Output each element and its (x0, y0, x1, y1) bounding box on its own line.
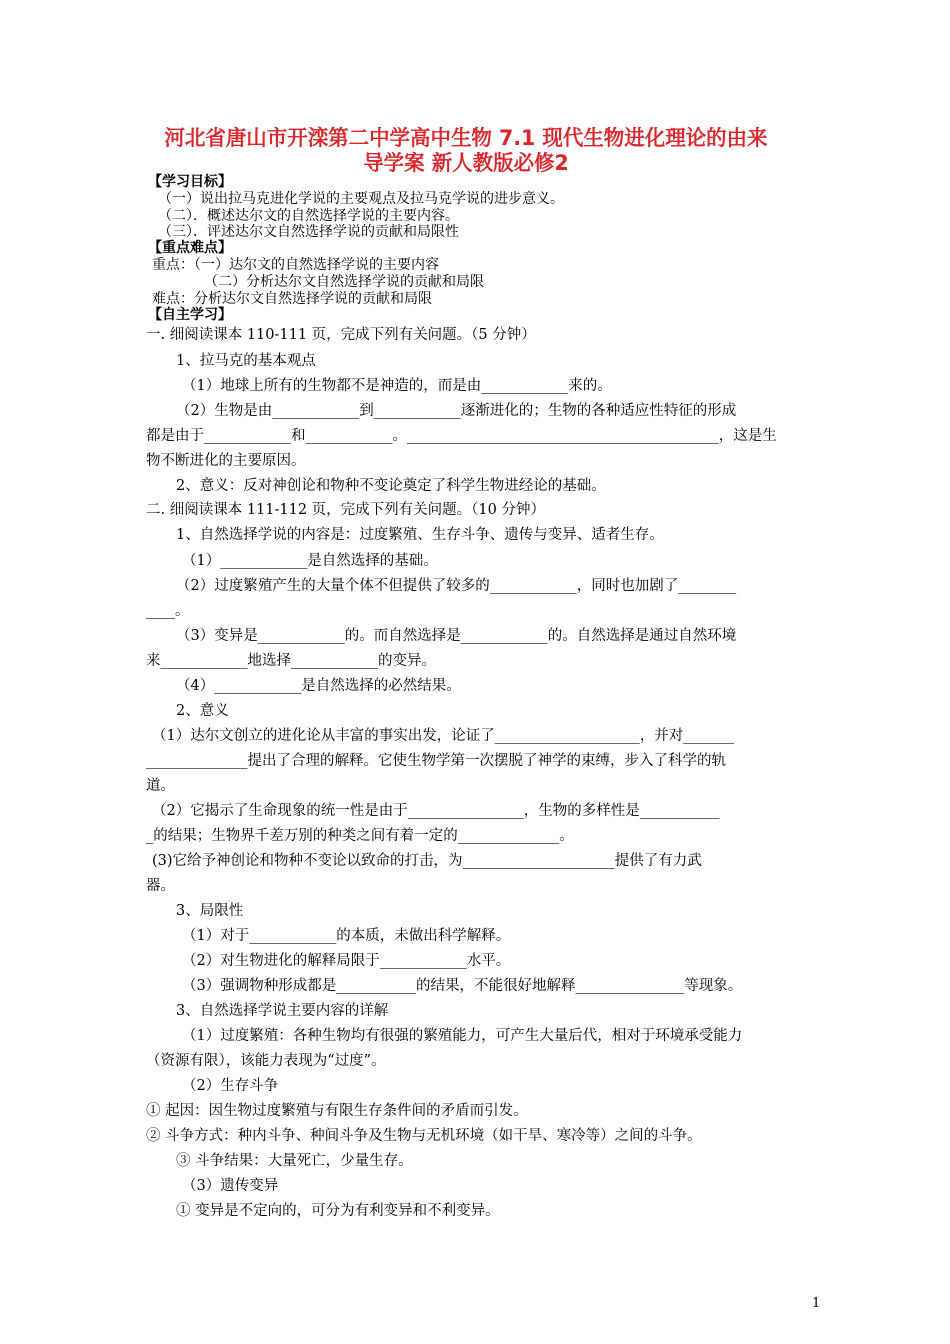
study-line: 道。 (146, 778, 175, 794)
study-line: （2）生物是由____________到____________逐渐进化的；生物的各种适应性特征的形成 (176, 403, 737, 419)
study-line: （1）____________是自然选择的基础。 (182, 553, 438, 569)
keypoint-line: 重点：（一）达尔文的自然选择学说的主要内容 (152, 257, 439, 273)
study-line: 一. 细阅读课本 110-111 页，完成下列有关问题。（5 分钟） (146, 327, 536, 343)
study-line: 物不断进化的主要原因。 (146, 453, 306, 469)
study-line: ① 变异是不定向的，可分为有利变异和不利变异。 (176, 1203, 500, 1219)
study-line: （2）过度繁殖产生的大量个体不但提供了较多的____________，同时也加剧了________ (176, 578, 737, 594)
study-line: 器。 (146, 878, 175, 894)
study-line: （1）对于____________的本质，未做出科学解释。 (182, 928, 511, 944)
page-number: 1 (812, 1296, 821, 1311)
study-line: ③ 斗争结果：大量死亡，少量生存。 (176, 1153, 413, 1169)
study-line: （2）对生物进化的解释局限于____________水平。 (182, 953, 511, 969)
study-line: (3)它给予神创论和物种不变论以致命的打击，为_____________________提供了有力武 (152, 853, 702, 869)
goal-item: （三）．评述达尔文自然选择学说的贡献和局限性 (158, 224, 459, 240)
study-line: 3、局限性 (176, 903, 244, 919)
study-line: _的结果；生物界千差万别的种类之间有着一定的______________。 (146, 828, 574, 844)
keypoints-heading: 【重点难点】 (148, 240, 232, 256)
study-line: ① 起因：因生物过度繁殖与有限生存条件间的矛盾而引发。 (146, 1103, 528, 1119)
study-line: ______________提出了合理的解释。它使生物学第一次摆脱了神学的束缚，步入了科学的轨 (146, 753, 726, 769)
study-line: （1）达尔文创立的进化论从丰富的事实出发，论证了____________________，并对_______ (152, 728, 734, 744)
goals-heading: 【学习目标】 (148, 174, 232, 190)
study-line: （3）强调物种形成都是___________的结果，不能很好地解释_______________等现象。 (182, 978, 743, 994)
study-line: ② 斗争方式：种内斗争、种间斗争及生物与无机环境（如干旱、寒冷等）之间的斗争。 (146, 1128, 702, 1144)
keypoint-line: 难点：分析达尔文自然选择学说的贡献和局限 (152, 291, 432, 307)
goal-item: （二）．概述达尔文的自然选择学说的主要内容。 (158, 208, 459, 224)
study-line: 2、意义 (176, 703, 229, 719)
self-study-heading: 【自主学习】 (148, 307, 232, 323)
study-line: 3、自然选择学说主要内容的详解 (176, 1003, 389, 1019)
study-line: 都是由于____________和____________。___________________________________________，这是生 (146, 428, 777, 444)
study-line: 1、拉马克的基本观点 (176, 353, 316, 369)
study-line: ____。 (146, 603, 190, 619)
keypoint-line: （二）分析达尔文自然选择学说的贡献和局限 (204, 274, 484, 290)
study-line: 2、意义：反对神创论和物种不变论奠定了科学生物进经论的基础。 (176, 478, 606, 494)
study-line: （2）它揭示了生命现象的统一性是由于________________，生物的多样性是___________ (152, 803, 720, 819)
study-line: （1）过度繁殖：各种生物均有很强的繁殖能力，可产生大量后代，相对于环境承受能力 (182, 1028, 743, 1044)
study-line: 来____________地选择____________的变异。 (146, 653, 436, 669)
study-line: 1、自然选择学说的内容是：过度繁殖、生存斗争、遗传与变异、适者生存。 (176, 527, 664, 543)
study-line: （3）变异是____________的。而自然选择是____________的。自然选择是通过自然环境 (176, 628, 737, 644)
document-title-line-1: 河北省唐山市开滦第二中学高中生物 7.1 现代生物进化理论的由来 (164, 126, 768, 150)
study-line: （1）地球上所有的生物都不是神造的，而是由____________来的。 (182, 378, 612, 394)
document-title-line-2: 导学案 新人教版必修2 (363, 151, 569, 175)
study-line: （3）遗传变异 (182, 1178, 279, 1194)
study-line: （4）____________是自然选择的必然结果。 (176, 678, 461, 694)
study-line: （资源有限），该能力表现为“过度”。 (146, 1053, 386, 1069)
study-line: 二. 细阅读课本 111-112 页，完成下列有关问题。（10 分钟） (146, 502, 545, 518)
study-line: （2）生存斗争 (182, 1078, 279, 1094)
goal-item: （一）说出拉马克进化学说的主要观点及拉马克学说的进步意义。 (158, 191, 564, 207)
